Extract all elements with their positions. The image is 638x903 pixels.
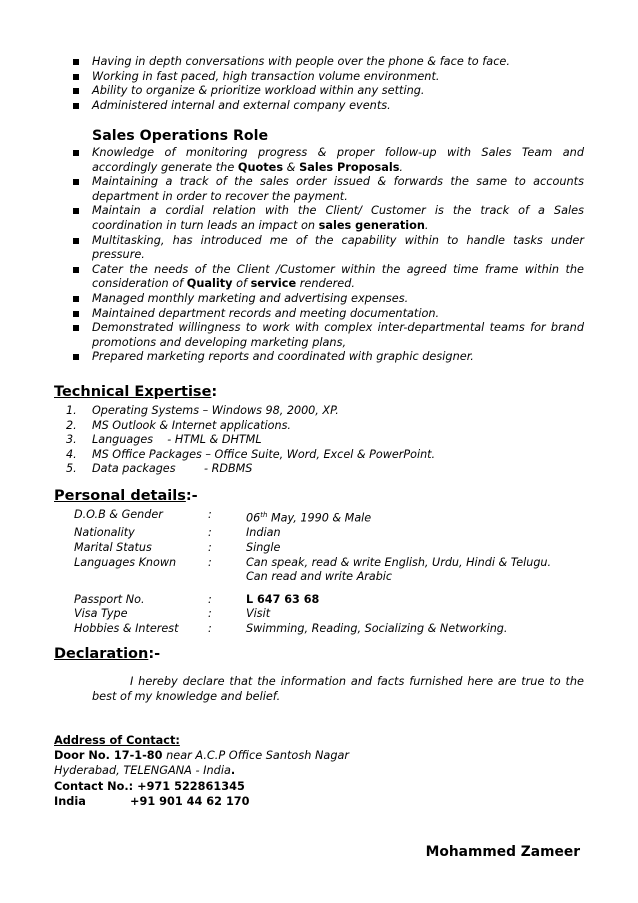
list-item: Prepared marketing reports and coordinated with graphic designer. xyxy=(68,350,584,365)
list-item: Cater the needs of the Client /Customer within the agreed time frame within the consideration of Quality of service rendered. xyxy=(68,263,584,292)
list-item: Having in depth conversations with people over the phone & face to face. xyxy=(68,55,584,70)
list-item: Demonstrated willingness to work with complex inter-departmental teams for brand promotions and developing marketing plans, xyxy=(68,321,584,350)
dob-label: D.O.B & Gender xyxy=(74,508,163,521)
list-item: Maintain a cordial relation with the Client/ Customer is the track of a Sales coordination in turn leads an impact on sales generation. xyxy=(68,204,584,233)
table-row xyxy=(74,541,551,556)
separator: : xyxy=(208,555,212,569)
separator: : xyxy=(208,607,212,621)
declaration-text: I hereby declare that the information and facts furnished here are true to the best of my knowledge and belief. xyxy=(92,675,584,703)
nationality-label: Nationality xyxy=(74,526,135,540)
visa-type-value: Visit xyxy=(246,607,271,621)
table-row xyxy=(74,556,551,585)
table-row xyxy=(74,508,551,526)
bullet-square-icon xyxy=(73,267,79,273)
personal-details-table xyxy=(74,508,551,636)
table-row xyxy=(74,585,551,608)
bullet-square-icon xyxy=(73,354,79,360)
separator: : xyxy=(208,526,212,540)
table-row xyxy=(74,607,551,622)
bullet-square-icon xyxy=(73,208,79,214)
marital-status-label: Marital Status xyxy=(74,540,152,554)
table-row xyxy=(74,526,551,541)
bullet-square-icon xyxy=(73,88,79,94)
bullet-square-icon xyxy=(73,238,79,244)
languages-value: Can speak, read & write English, Urdu, Hindi & Telugu. Can read and write Arabic xyxy=(246,555,552,584)
list-item: Multitasking, has introduced me of the capability within to handle tasks under pressure. xyxy=(68,234,584,263)
sales-role-title: Sales Operations Role xyxy=(92,128,269,144)
bullet-square-icon xyxy=(73,325,79,331)
visa-type-label: Visa Type xyxy=(74,607,128,621)
hobbies-value: Swimming, Reading, Socializing & Networking. xyxy=(246,621,508,635)
list-item: 3. Languages - HTML & DHTML xyxy=(66,433,262,447)
list-item: Ability to organize & prioritize workload within any setting. xyxy=(68,84,584,99)
bullet-square-icon xyxy=(73,311,79,317)
passport-value: L 647 63 68 xyxy=(246,592,320,606)
technical-expertise-heading: Technical Expertise: xyxy=(54,384,218,400)
table-row xyxy=(74,622,551,637)
personal-details-heading: Personal details:- xyxy=(54,488,198,504)
address-label: Address of Contact: xyxy=(54,734,180,747)
technical-expertise-list xyxy=(66,404,435,477)
languages-label: Languages Known xyxy=(74,555,177,569)
contact-number: Contact No.: +971 522861345 xyxy=(54,779,245,793)
bullet-square-icon xyxy=(73,150,79,156)
signature-name: Mohammed Zameer xyxy=(425,844,580,860)
list-item: Maintaining a track of the sales order issued & forwards the same to accounts department in order to recover the payment. xyxy=(68,175,584,204)
list-item: Maintained department records and meeting documentation. xyxy=(68,307,584,322)
bullet-square-icon xyxy=(73,179,79,185)
list-item: Working in fast paced, high transaction volume environment. xyxy=(68,70,584,85)
list-item: 1. Operating Systems – Windows 98, 2000, XP. xyxy=(66,404,339,417)
list-item: Managed monthly marketing and advertising expenses. xyxy=(68,292,584,307)
list-item: 2. MS Outlook & Internet applications. xyxy=(66,418,291,432)
india-number: +91 901 44 62 170 xyxy=(130,794,250,808)
separator: : xyxy=(208,592,212,606)
separator: : xyxy=(208,508,212,521)
declaration-heading: Declaration:- xyxy=(54,646,161,662)
bullet-square-icon xyxy=(73,296,79,302)
marital-status-value: Single xyxy=(246,540,281,554)
hobbies-label: Hobbies & Interest xyxy=(74,621,179,635)
bullet-square-icon xyxy=(73,103,79,109)
list-item: Administered internal and external company events. xyxy=(68,99,584,114)
separator: : xyxy=(208,621,212,635)
bullet-square-icon xyxy=(73,59,79,65)
sales-role-bullet-list xyxy=(68,146,584,365)
nationality-value: Indian xyxy=(246,526,281,540)
address-block: Address of Contact: Door No. 17-1-80 near A.C.P Office Santosh Nagar Hyderabad, TELENGANA - India. Contact No.: +971 522861345 India +91 901 44 62 170 xyxy=(54,734,350,808)
experience-bullet-list xyxy=(68,55,584,113)
separator: : xyxy=(208,540,212,554)
passport-label: Passport No. xyxy=(74,592,145,606)
list-item: Knowledge of monitoring progress & proper follow-up with Sales Team and accordingly generate the Quotes & Sales Proposals. xyxy=(68,146,584,175)
list-item: 4. MS Office Packages – Office Suite, Word, Excel & PowerPoint. xyxy=(66,447,436,461)
bullet-square-icon xyxy=(73,74,79,80)
dob-value: 06th May, 1990 & Male xyxy=(246,511,372,525)
list-item: 5. Data packages - RDBMS xyxy=(66,462,253,476)
